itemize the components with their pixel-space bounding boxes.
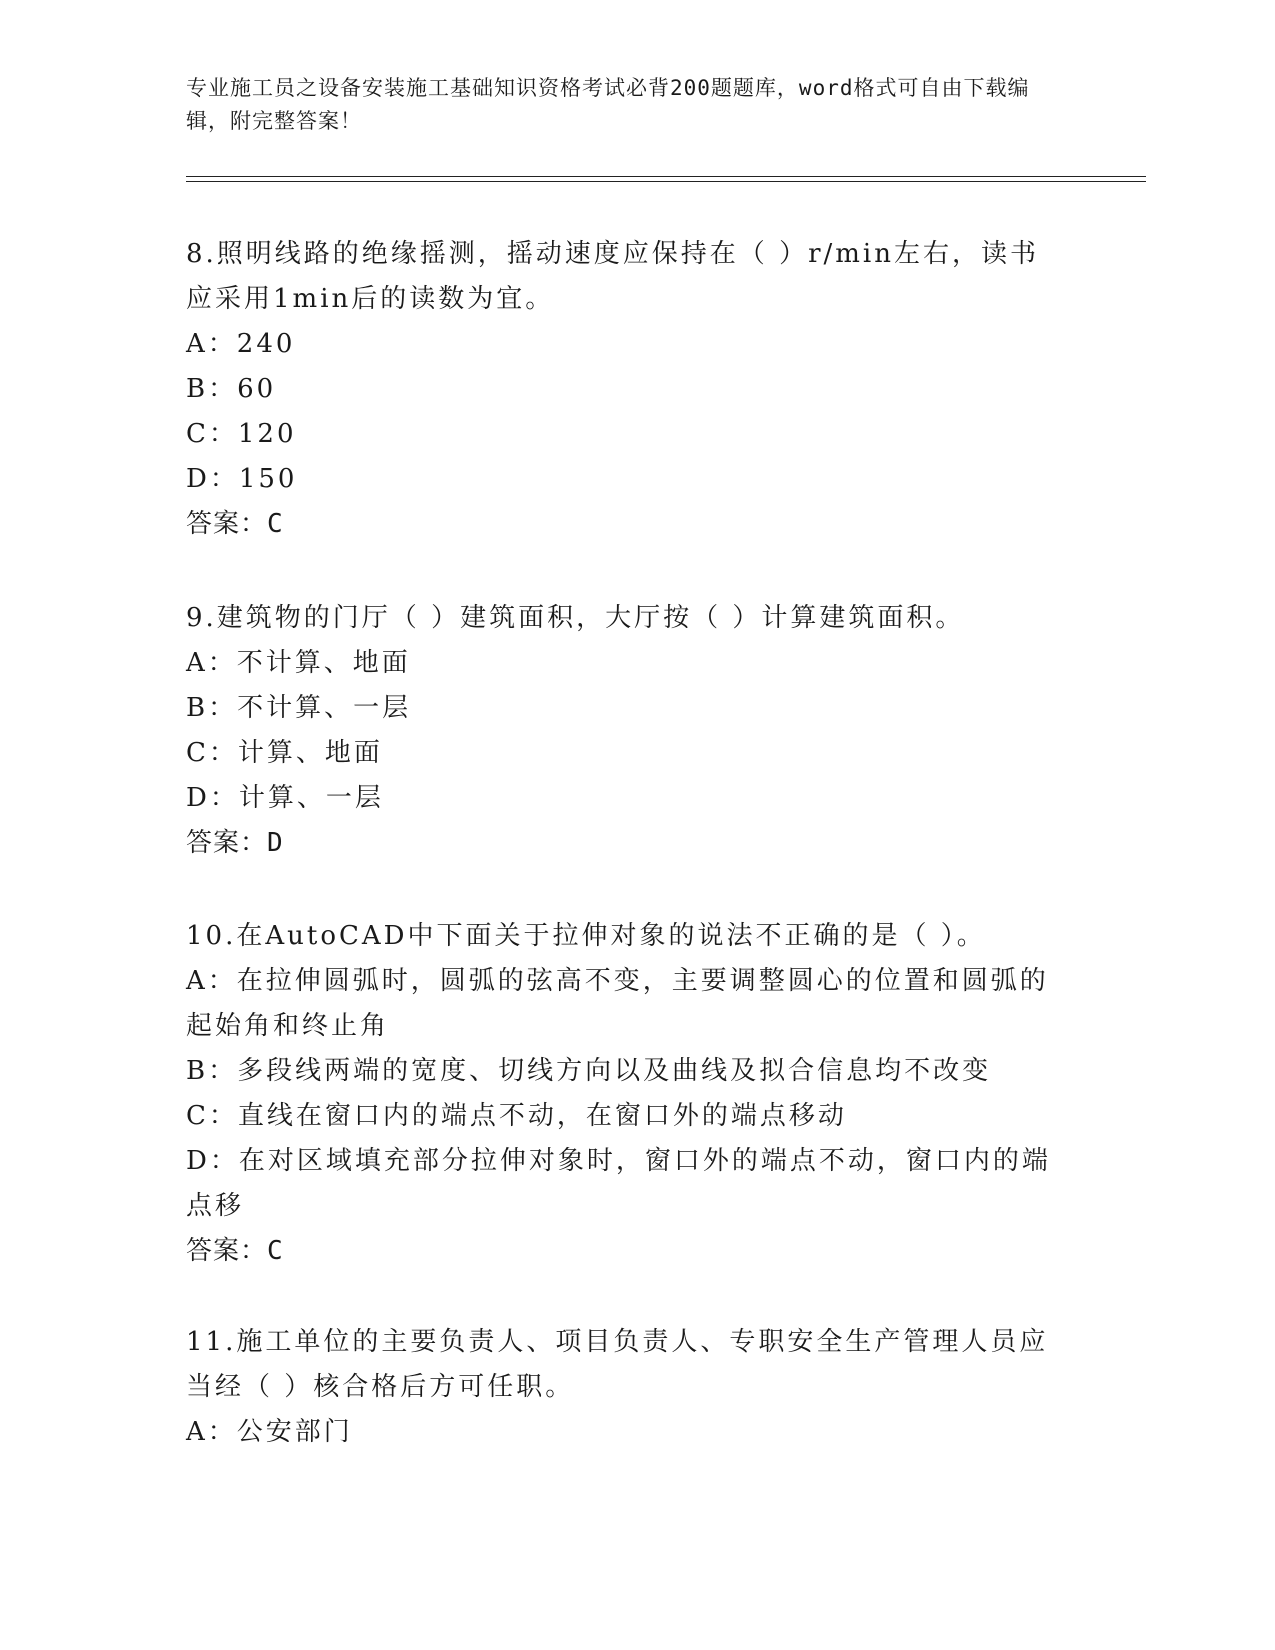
option-a: A：240 [186, 329, 296, 359]
question-stem: 10.在AutoCAD中下面关于拉伸对象的说法不正确的是（ ）。 [186, 921, 986, 951]
option-d: D：150 [186, 464, 298, 494]
option-a: A：公安部门 [186, 1417, 353, 1447]
header-divider-top [186, 176, 1146, 177]
question-stem: 8.照明线路的绝缘摇测，摇动速度应保持在（ ）r/min左右，读书应采用1min后的读数为宜。 [186, 239, 1039, 314]
answer-line: 答案：C [186, 1236, 284, 1266]
question-stem: 9.建筑物的门厅（ ）建筑面积，大厅按（ ）计算建筑面积。 [186, 603, 965, 633]
question-10 [186, 914, 1066, 1274]
option-c: C：直线在窗口内的端点不动，在窗口外的端点移动 [186, 1101, 847, 1131]
option-d: D：计算、一层 [186, 783, 384, 813]
option-b: B：60 [186, 374, 277, 404]
option-a: A：在拉伸圆弧时，圆弧的弦高不变，主要调整圆心的位置和圆弧的起始角和终止角 [186, 966, 1049, 1041]
option-d: D：在对区域填充部分拉伸对象时，窗口外的端点不动，窗口内的端点移 [186, 1146, 1051, 1221]
header-divider-bottom [186, 181, 1146, 182]
answer-line: 答案：C [186, 509, 284, 539]
document-header-note: 专业施工员之设备安装施工基础知识资格考试必背200题题库，word格式可自由下载编辑，附完整答案！ [186, 76, 1030, 133]
option-c: C：120 [186, 419, 297, 449]
answer-line: 答案：D [186, 828, 284, 858]
question-11 [186, 1320, 1066, 1455]
question-stem: 11.施工单位的主要负责人、项目负责人、专职安全生产管理人员应当经（ ）核合格后方可任职。 [186, 1327, 1049, 1402]
option-b: B：不计算、一层 [186, 693, 412, 723]
question-8 [186, 232, 1066, 547]
option-a: A：不计算、地面 [186, 648, 411, 678]
option-b: B：多段线两端的宽度、切线方向以及曲线及拟合信息均不改变 [186, 1056, 992, 1086]
question-9 [186, 596, 1066, 866]
option-c: C：计算、地面 [186, 738, 383, 768]
